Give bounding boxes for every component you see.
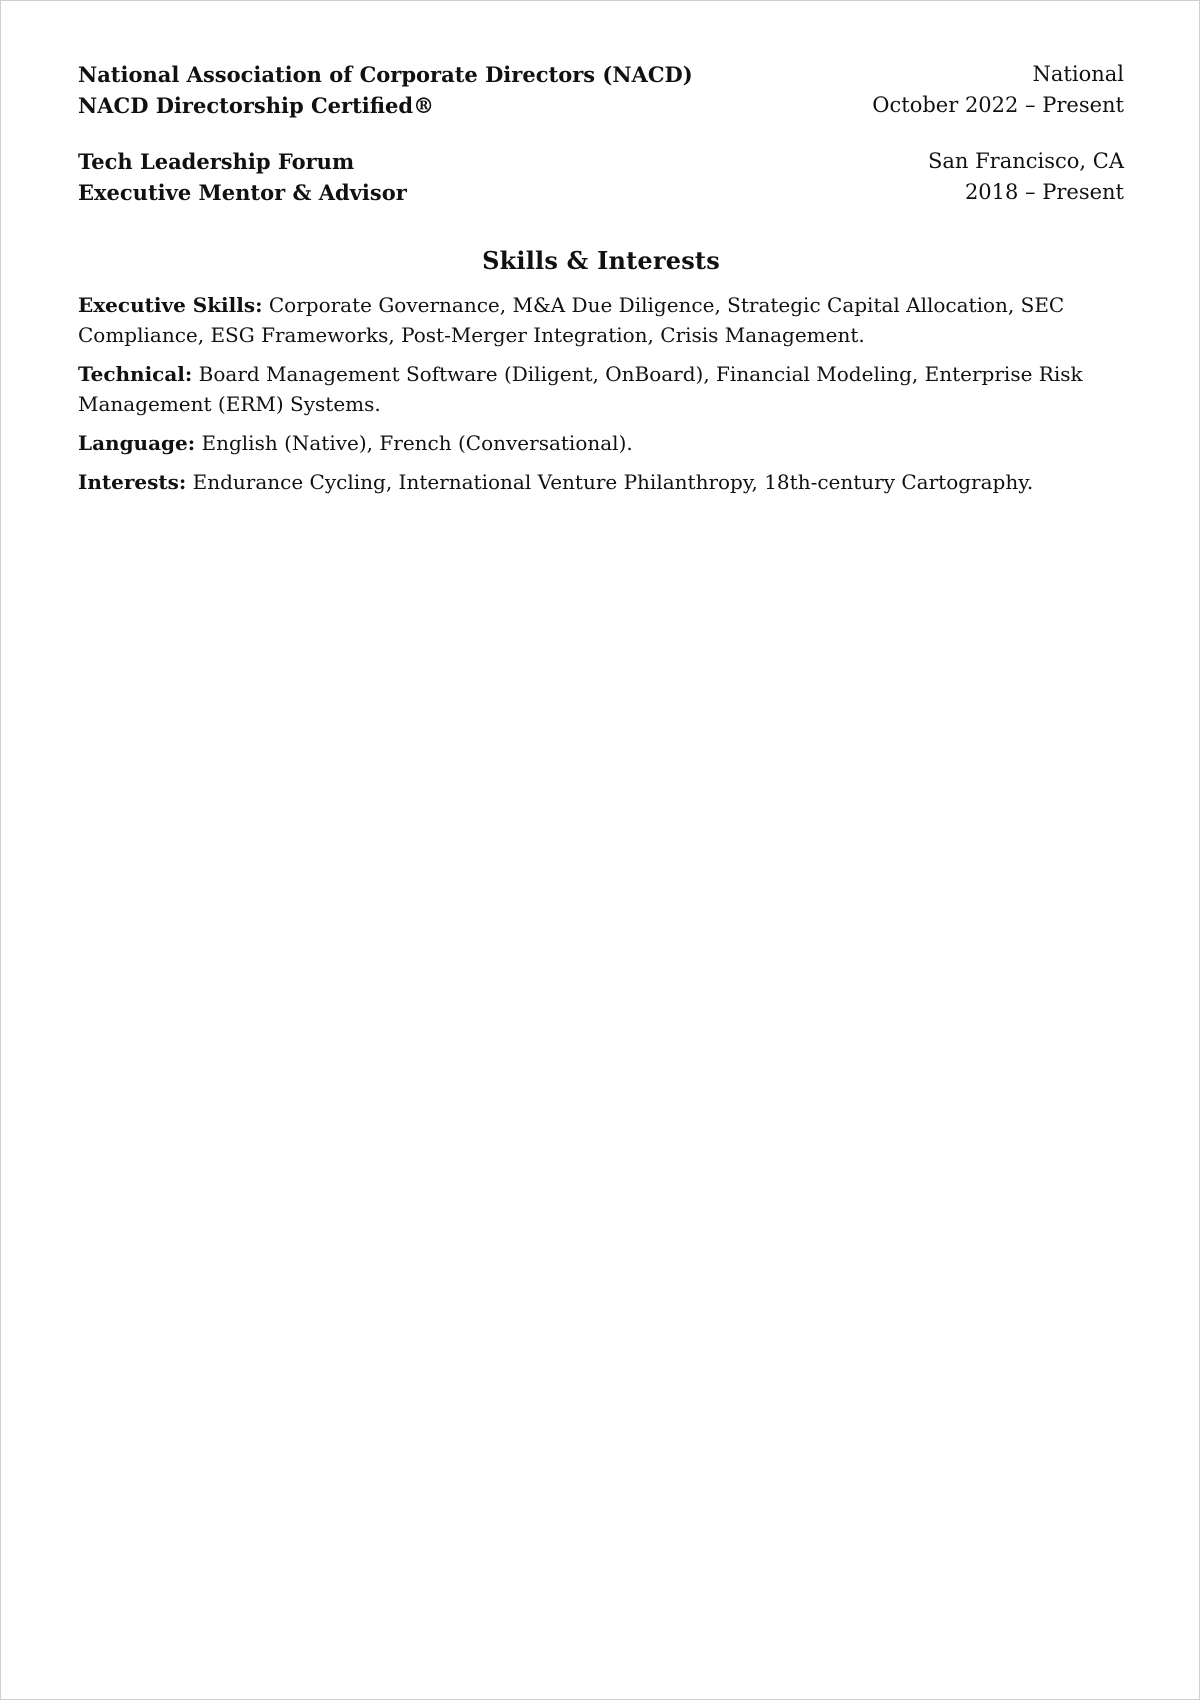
- entry-right: [928, 146, 1124, 208]
- skill-label: Technical:: [78, 362, 193, 386]
- skill-line-technical: [78, 359, 1124, 419]
- skill-text: Corporate Governance, M&A Due Diligence, Strategic Capital Allocation, SEC Compliance, ESG Frameworks, Post-Merger Integration, Crisis Management.: [78, 293, 1065, 347]
- role-title: NACD Directorship Certified®: [78, 93, 435, 118]
- skill-line-language: [78, 428, 1124, 458]
- resume-content: [78, 59, 1124, 506]
- role-title: Executive Mentor & Advisor: [78, 180, 407, 205]
- skill-text: English (Native), French (Conversational).: [195, 431, 633, 455]
- skill-label: Interests:: [78, 470, 187, 494]
- skill-text: Board Management Software (Diligent, OnBoard), Financial Modeling, Enterprise Risk Management (ERM) Systems.: [78, 362, 1083, 416]
- location: National: [1032, 62, 1124, 86]
- organization-name: Tech Leadership Forum: [78, 149, 355, 174]
- entry-left: [78, 59, 693, 121]
- entry-right: [872, 59, 1124, 121]
- dates: 2018 – Present: [964, 180, 1124, 204]
- entry-left: [78, 146, 407, 208]
- entry-tech-leadership-forum: [78, 146, 1124, 208]
- skill-line-interests: [78, 467, 1124, 497]
- skill-label: Executive Skills:: [78, 293, 263, 317]
- location: San Francisco, CA: [927, 149, 1124, 173]
- skill-text: Endurance Cycling, International Venture Philanthropy, 18th-century Cartography.: [186, 470, 1034, 494]
- entry-nacd: [78, 59, 1124, 121]
- section-heading-skills: Skills & Interests: [482, 246, 720, 275]
- dates: October 2022 – Present: [872, 93, 1124, 117]
- skill-line-executive: [78, 290, 1124, 350]
- skill-label: Language:: [78, 431, 196, 455]
- organization-name: National Association of Corporate Directors (NACD): [78, 62, 693, 87]
